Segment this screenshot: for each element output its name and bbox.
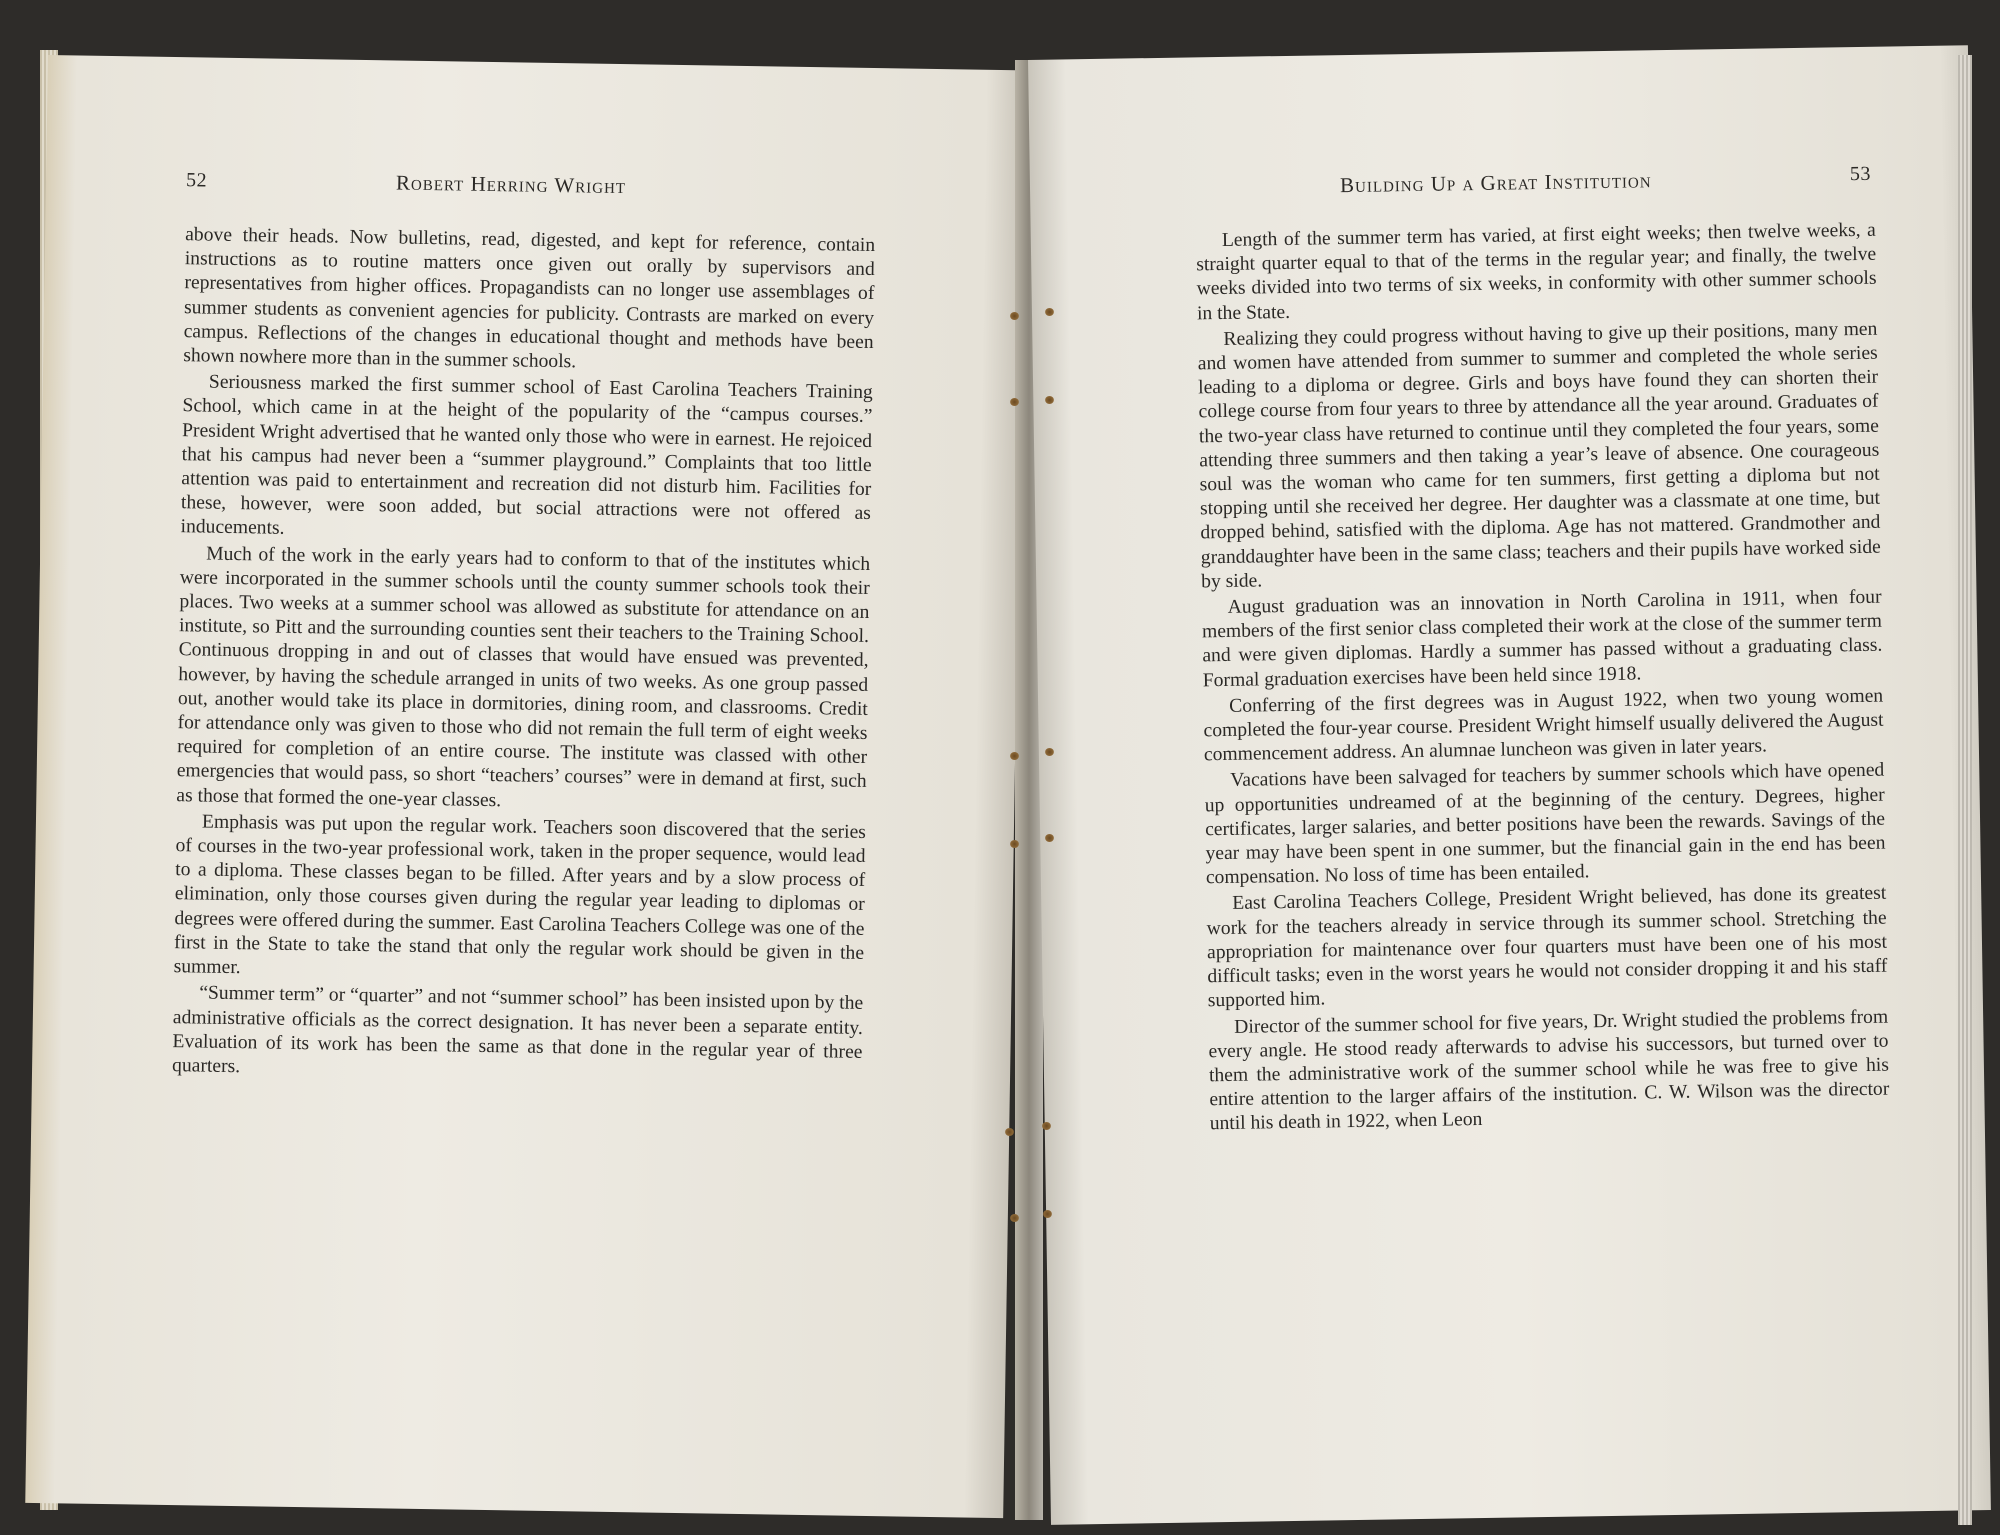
paragraph: Much of the work in the early years had to conform to that of the institutes which were incorporated in the summer schools until the county summer schools took their places. Two weeks at a summer school was allowed as substitute for attendance on an institute, so Pitt and the surrounding counties sent their teachers to the Training School. Continuous dropping in and out of classes that would have ensued was prevented, however, by having the schedule arranged in units of two weeks. As one group passed out, another would take its place in dormitories, dining room, and classrooms. Credit for attendance only was given to those who did not remain the full term of eight weeks required for completion of an entire course. The institute was classed with other emergencies that would pass, so short “teachers’ courses” were in demand at first, such as those that formed the one-year classes. <box>176 543 871 811</box>
staple-hole <box>1010 312 1019 320</box>
paragraph: Emphasis was put upon the regular work. Teachers soon discovered that the series of courses in the two-year professional work, taken in the proper sequence, would lead to a diploma. These classes began to be filled. After years and by a slow process of elimination, only those courses given during the regular year leading to diplomas or degrees were offered during the summer. East Carolina Teachers College was one of the first in the State to take the stand that only the regular work should be given in the summer. <box>173 811 867 979</box>
paragraph: above their heads. Now bulletins, read, digested, and kept for reference, contain instructions as to routine matters once given out orally by supervisors and representatives from higher offices. Propagandists can no longer use assemblages of summer students as convenient agencies for publicity. Contrasts are marked on every campus. Reflections of the changes in educational thought and methods have been shown nowhere more than in the summer schools. <box>183 224 876 373</box>
staple-hole <box>1045 396 1054 404</box>
staple-hole <box>1042 1122 1051 1130</box>
paragraph: “Summer term” or “quarter” and not “summer school” has been insisted upon by the administrative officials as the correct designation. It has never been a separate entity. Evaluation of its work has been the same as that done in the regular year of three quarters. <box>171 982 864 1078</box>
paragraph: Seriousness marked the first summer school of East Carolina Teachers Training School, which came in at the height of the popularity of the “campus courses.” President Wright advertised that he wanted only those who were in earnest. He rejoiced that his campus had never been a “summer playground.” Complaints that too little attention was paid to entertainment and recreation did not disturb him. Facilities for these, however, were soon added, but social attractions were not offered as inducements. <box>180 371 873 540</box>
paragraph: Conferring of the first degrees was in August 1922, when two young women completed the four-year course. President Wright himself usually delivered the August commencement address. An alumnae luncheon was given in later years. <box>1203 685 1884 766</box>
right-page-number: 53 <box>1849 162 1872 186</box>
staple-hole <box>1045 308 1054 316</box>
staple-hole <box>1045 748 1054 756</box>
paragraph: Director of the summer school for five years, Dr. Wright studied the problems from every angle. He stood ready afterwards to advise his successors, but turned over to them the administrative work of the summer school while he was free to give his entire attention to the larger affairs of the institution. C. W. Wilson was the director until his death in 1922, when Leon <box>1208 1006 1890 1135</box>
staple-hole <box>1043 1210 1052 1218</box>
staple-hole <box>1010 398 1019 406</box>
right-body-text <box>1196 219 1890 1139</box>
staple-hole <box>1005 1128 1014 1136</box>
right-page-edges <box>1958 55 1972 1525</box>
paragraph: August graduation was an innovation in North Carolina in 1911, when four members of the first senior class completed their work at the close of the summer term and were given diplomas. Hardly a summer has passed without a graduating class. Formal graduation exercises have been held since 1918. <box>1201 586 1883 691</box>
left-running-title: Robert Herring Wright <box>395 170 627 199</box>
paragraph: East Carolina Teachers College, President Wright believed, has done its greatest work for the teachers already in service through its summer school. Stretching the appropriation for maintenance over four quarters must have been one of his most difficult tasks; even in the worst years he would not consider dropping it and his staff supported him. <box>1206 883 1888 1012</box>
right-page <box>1028 45 1991 1525</box>
left-page-number: 52 <box>185 169 208 192</box>
paragraph: Vacations have been salvaged for teachers by summer schools which have opened up opportunities undreamed of at the beginning of the century. Degrees, higher certificates, larger salaries, and better positions have been the rewards. Savings of the year may have been spent in one summer, but the financial gain in the end has been compensation. No loss of time has been entailed. <box>1204 760 1886 889</box>
staple-hole <box>1010 840 1019 848</box>
left-page <box>25 55 1026 1518</box>
staple-hole <box>1045 834 1054 842</box>
staple-hole <box>1010 752 1019 760</box>
paragraph: Length of the summer term has varied, at first eight weeks; then twelve weeks, a straight quarter equal to that of the terms in the regular year; and finally, the twelve weeks divided into two terms of six weeks, in conformity with other summer schools in the State. <box>1196 219 1877 324</box>
paragraph: Realizing they could progress without having to give up their positions, many men and women have attended from summer to summer and completed the whole series leading to a diploma or degree. Girls and boys have found they can shorten their college course from four years to three by attendance all the year around. Graduates of the two-year class have returned to continue until they completed the four years, some attending three summers and then taking a year’s leave of absence. One courageous soul was the woman who came for ten summers, first getting a diploma but not stopping until she received her degree. Her daughter was a classmate at one time, but dropped behind, satisfied with the diploma. Age has not mattered. Grandmother and granddaughter have been in the same class; teachers and their pupils have worked side by side. <box>1197 318 1881 593</box>
right-running-title: Building Up a Great Institution <box>1339 168 1652 198</box>
staple-hole <box>1010 1214 1019 1222</box>
left-body-text <box>172 223 875 1091</box>
